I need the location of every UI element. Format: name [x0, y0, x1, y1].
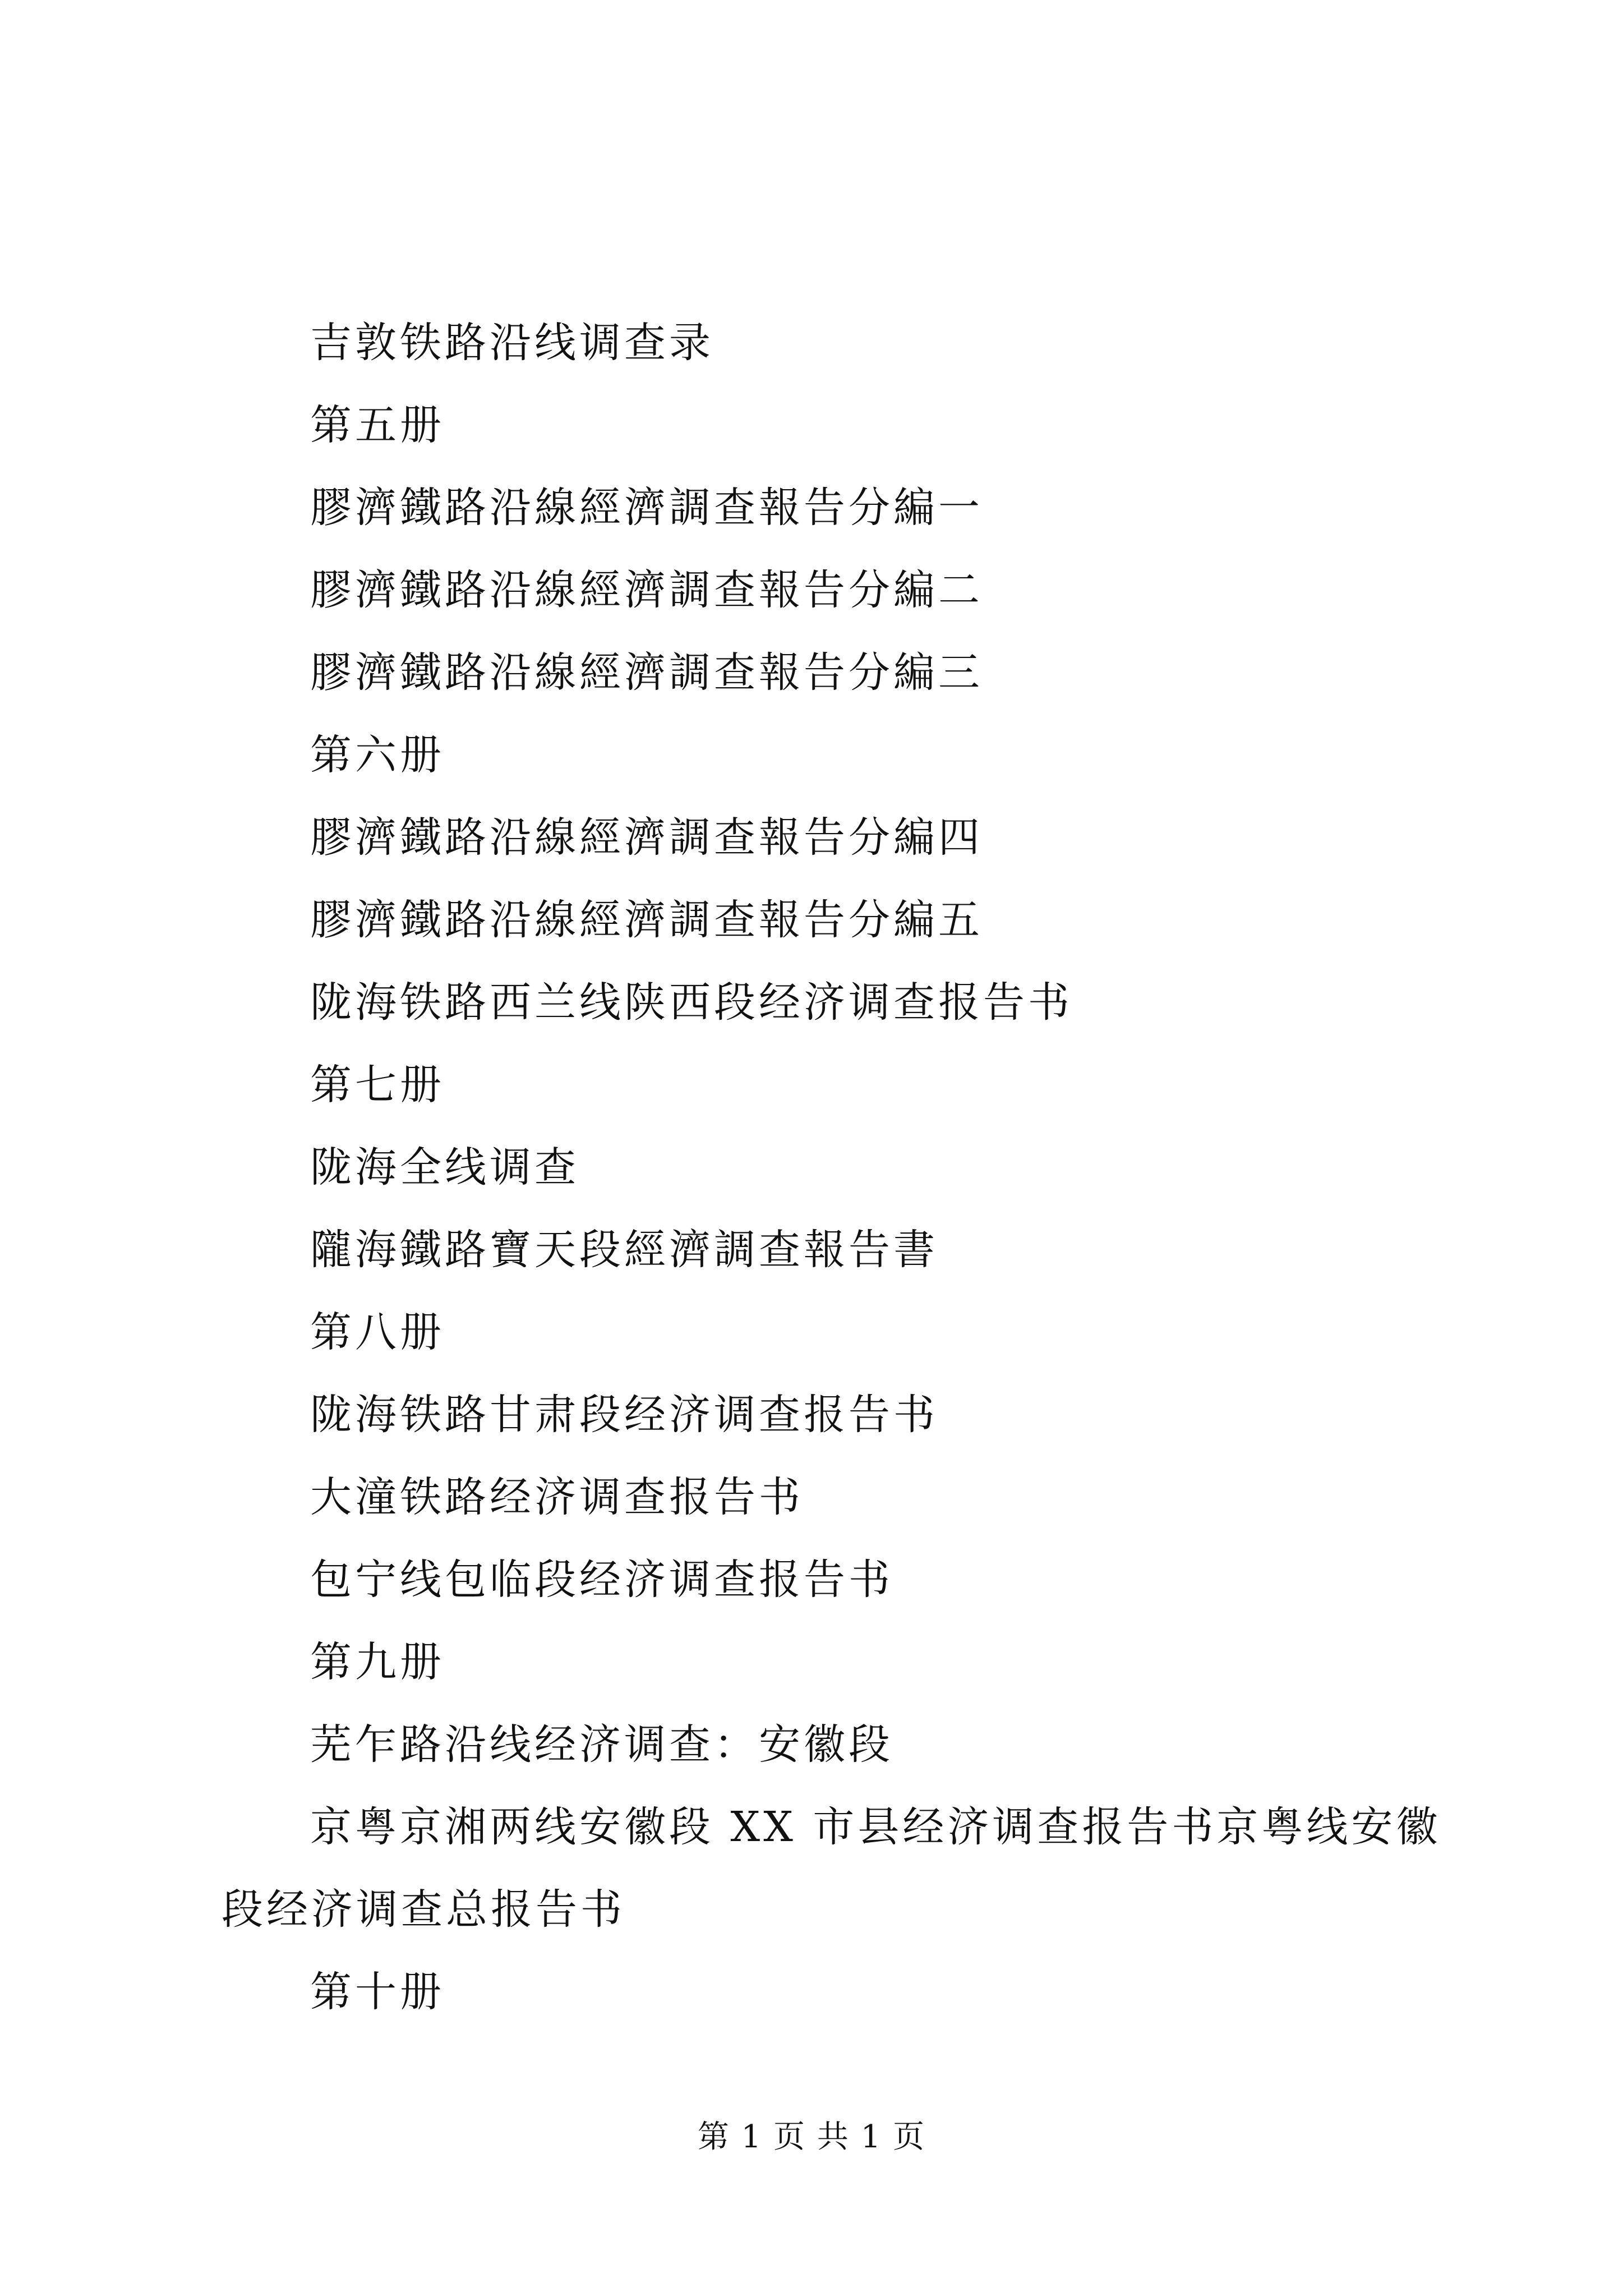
volume-heading: 第七册	[310, 1061, 445, 1109]
text-line: 芜乍路沿线经济调查：安徽段	[310, 1720, 893, 1769]
text-line: 吉敦铁路沿线调查录	[310, 319, 714, 367]
text-line: 膠濟鐵路沿線經濟調查報告分編五	[310, 896, 983, 944]
volume-heading: 第六册	[310, 731, 445, 779]
volume-heading: 第十册	[310, 1968, 445, 2016]
text-line: 隴海鐵路寶天段經濟調查報告書	[310, 1226, 938, 1274]
text-line: 包宁线包临段经济调查报告书	[310, 1556, 893, 1604]
text-line: 大潼铁路经济调查报告书	[310, 1473, 804, 1521]
text-line: 膠濟鐵路沿線經濟調查報告分編三	[310, 648, 983, 697]
volume-heading: 第八册	[310, 1308, 445, 1356]
volume-heading: 第九册	[310, 1638, 445, 1686]
text-line: 膠濟鐵路沿線經濟調查報告分編二	[310, 566, 983, 614]
document-body	[222, 302, 1444, 2033]
text-paragraph: 京粤京湘两线安徽段 XX 市县经济调查报告书京粤线安徽段经济调查总报告书	[222, 1803, 1441, 1934]
text-line: 陇海全线调查	[310, 1143, 579, 1191]
text-line: 膠濟鐵路沿線經濟調查報告分編四	[310, 813, 983, 862]
page-number-footer: 第 1 页 共 1 页	[697, 2119, 926, 2155]
text-line: 陇海铁路甘肃段经济调查报告书	[310, 1391, 938, 1439]
volume-heading: 第五册	[310, 401, 445, 449]
text-line: 膠濟鐵路沿線經濟調查報告分編一	[310, 484, 983, 532]
text-line: 陇海铁路西兰线陕西段经济调查报告书	[310, 978, 1073, 1027]
